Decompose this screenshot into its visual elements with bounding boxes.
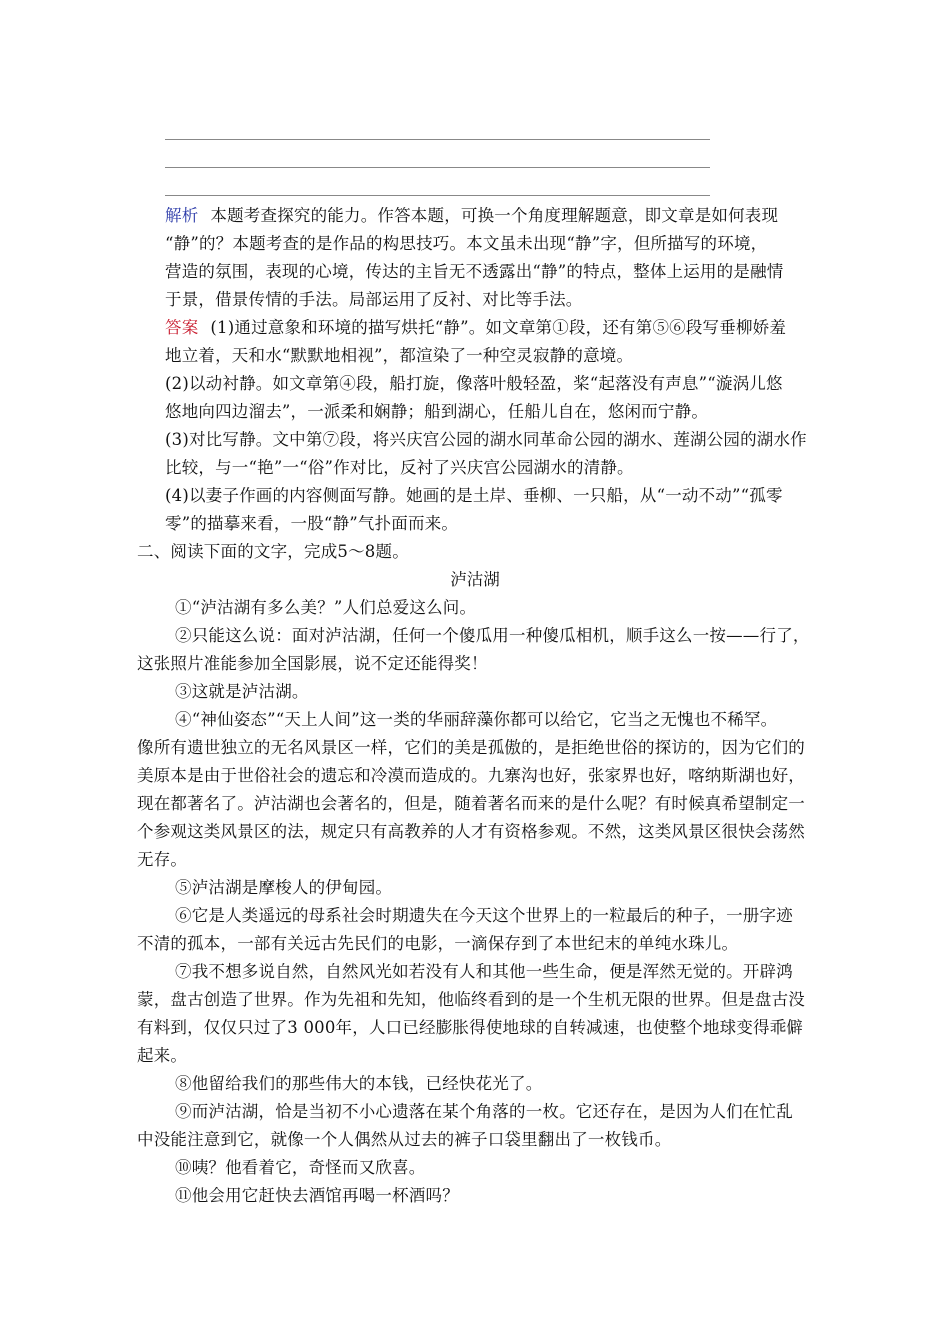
- analysis-tag: 解析: [165, 206, 199, 225]
- passage-line: 现在都著名了。泸沽湖也会著名的，但是，随着著名而来的是什么呢？有时候真希望制定一: [137, 794, 805, 813]
- analysis-line: [165, 206, 778, 226]
- passage-line: ⑪他会用它赶快去酒馆再喝一杯酒吗？: [175, 1186, 459, 1205]
- passage-line: ⑧他留给我们的那些伟大的本钱，已经快花光了。: [175, 1074, 543, 1093]
- passage-line: ③这就是泸沽湖。: [175, 682, 309, 701]
- answer-line: 比较，与一“艳”一“俗”作对比，反衬了兴庆宫公园湖水的清静。: [165, 458, 634, 477]
- analysis-line: “静”的？本题考查的是作品的构思技巧。本文虽未出现“静”字，但所描写的环境，: [165, 234, 768, 253]
- passage-line: 有料到，仅仅只过了3 000年，人口已经膨胀得使地球的自转减速，也使整个地球变得乖僻: [137, 1018, 804, 1037]
- answer-text: (1)通过意象和环境的描写烘托“静”。如文章第①段，还有第⑤⑥段写垂柳娇羞: [210, 318, 787, 337]
- section-heading: 二、阅读下面的文字，完成5～8题。: [137, 542, 409, 561]
- answer-line: 悠地向四边溜去”，一派柔和娴静；船到湖心，任船儿自在，悠闲而宁静。: [165, 402, 709, 421]
- passage-line: ②只能这么说：面对泸沽湖，任何一个傻瓜用一种傻瓜相机，顺手这么一按——行了，: [175, 626, 810, 645]
- passage-line: ⑦我不想多说自然，自然风光如若没有人和其他一些生命，便是浑然无觉的。开辟鸿: [175, 962, 793, 981]
- analysis-line: 营造的氛围，表现的心境，传达的主旨无不透露出“静”的特点，整体上运用的是融情: [165, 262, 784, 281]
- passage-line: ⑩咦？他看着它，奇怪而又欣喜。: [175, 1158, 426, 1177]
- passage-line: 不清的孤本，一部有关远古先民们的电影，一滴保存到了本世纪末的单纯水珠儿。: [137, 934, 739, 953]
- answer-line: (3)对比写静。文中第⑦段，将兴庆宫公园的湖水同革命公园的湖水、莲湖公园的湖水作: [165, 430, 807, 449]
- passage-line: ①“泸沽湖有多么美？”人们总爱这么问。: [175, 598, 477, 617]
- answer-line: 地立着，天和水“默默地相视”，都渲染了一种空灵寂静的意境。: [165, 346, 634, 365]
- passage-line: 蒙，盘古创造了世界。作为先祖和先知，他临终看到的是一个生机无限的世界。但是盘古没: [137, 990, 805, 1009]
- passage-line: 个参观这类风景区的法，规定只有高教养的人才有资格参观。不然，这类风景区很快会荡然: [137, 822, 805, 841]
- passage-line: 无存。: [137, 850, 188, 869]
- answer-line: 零”的描摹来看，一股“静”气扑面而来。: [165, 514, 459, 533]
- analysis-text: 本题考查探究的能力。作答本题，可换一个角度理解题意，即文章是如何表现: [210, 206, 779, 225]
- passage-title: 泸沽湖: [450, 570, 500, 589]
- passage-line: 起来。: [137, 1046, 188, 1065]
- passage-line: 美原本是由于世俗社会的遗忘和冷漠而造成的。九寨沟也好，张家界也好，喀纳斯湖也好，: [137, 766, 805, 785]
- passage-line: ⑤泸沽湖是摩梭人的伊甸园。: [175, 878, 393, 897]
- answer-line: (4)以妻子作画的内容侧面写静。她画的是土岸、垂柳、一只船，从“一动不动”“孤零: [165, 486, 783, 505]
- answer-tag: 答案: [165, 318, 199, 337]
- passage-line: ⑥它是人类遥远的母系社会时期遗失在今天这个世界上的一粒最后的种子，一册字迹: [175, 906, 793, 925]
- analysis-line: 于景，借景传情的手法。局部运用了反衬、对比等手法。: [165, 290, 583, 309]
- answer-line: [165, 318, 786, 338]
- answer-blank-line: [165, 195, 710, 196]
- passage-line: ⑨而泸沽湖，恰是当初不小心遗落在某个角落的一枚。它还存在，是因为人们在忙乱: [175, 1102, 793, 1121]
- answer-blank-line: [165, 167, 710, 168]
- answer-line: (2)以动衬静。如文章第④段，船打旋，像落叶般轻盈，桨“起落没有声息”“漩涡儿悠: [165, 374, 783, 393]
- passage-line: 这张照片准能参加全国影展，说不定还能得奖！: [137, 654, 488, 673]
- passage-line: 中没能注意到它，就像一个人偶然从过去的裤子口袋里翻出了一枚钱币。: [137, 1130, 672, 1149]
- passage-line: ④“神仙姿态”“天上人间”这一类的华丽辞藻你都可以给它，它当之无愧也不稀罕。: [175, 710, 778, 729]
- answer-blank-line: [165, 139, 710, 140]
- passage-line: 像所有遗世独立的无名风景区一样，它们的美是孤傲的，是拒绝世俗的探访的，因为它们的: [137, 738, 805, 757]
